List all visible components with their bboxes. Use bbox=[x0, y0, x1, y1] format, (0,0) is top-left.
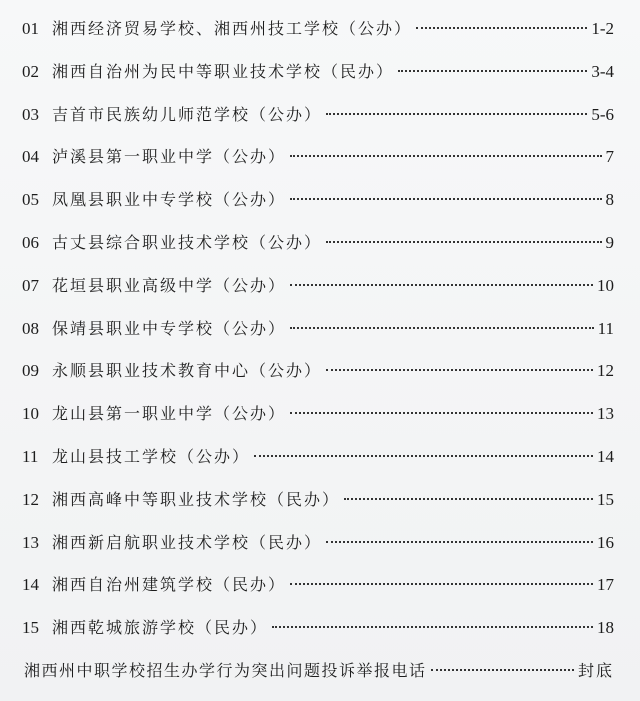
toc-entry-title: 古丈县综合职业技术学校（公办） bbox=[52, 232, 323, 252]
toc-leader-dots bbox=[326, 241, 601, 243]
toc-entry-number: 02 bbox=[22, 61, 39, 81]
toc-entry bbox=[22, 308, 614, 351]
toc-entry-page: 14 bbox=[597, 446, 614, 466]
toc-entry bbox=[22, 436, 614, 479]
toc-entry bbox=[22, 51, 614, 94]
toc-entry-page: 12 bbox=[597, 361, 614, 381]
toc-entry-title: 龙山县技工学校（公办） bbox=[52, 446, 251, 466]
toc-entry-page: 16 bbox=[597, 532, 614, 552]
toc-leader-dots bbox=[290, 198, 601, 200]
toc-entry-number: 12 bbox=[22, 489, 39, 509]
toc-entry bbox=[22, 607, 614, 650]
toc-entry-title: 湘西经济贸易学校、湘西州技工学校（公办） bbox=[52, 19, 413, 38]
toc-leader-dots bbox=[326, 113, 587, 115]
toc-entry-title: 永顺县职业技术教育中心（公办） bbox=[52, 361, 323, 381]
toc-entry-page: 11 bbox=[597, 318, 614, 338]
toc-entry-title: 湘西自治州为民中等职业技术学校（民办） bbox=[52, 61, 395, 81]
toc-entry-page: 10 bbox=[597, 275, 614, 295]
toc-entry-title: 湘西自治州建筑学校（民办） bbox=[52, 575, 287, 595]
toc-entry-number: 07 bbox=[22, 275, 39, 295]
toc-entry-number: 11 bbox=[22, 446, 39, 466]
toc-entry bbox=[22, 179, 614, 222]
toc-entry bbox=[22, 393, 614, 436]
toc-entry-title: 湘西乾城旅游学校（民办） bbox=[52, 618, 269, 638]
toc-entry-number: 04 bbox=[22, 147, 39, 167]
toc-entry-page: 5-6 bbox=[591, 104, 614, 124]
toc-entry-page: 13 bbox=[597, 404, 614, 424]
toc-footer-page: 封底 bbox=[577, 660, 614, 680]
toc-list bbox=[22, 8, 614, 650]
toc-leader-dots bbox=[272, 626, 593, 628]
toc-entry bbox=[22, 94, 614, 137]
toc-entry-page: 18 bbox=[597, 618, 614, 638]
toc-entry-title: 花垣县职业高级中学（公办） bbox=[52, 275, 287, 295]
toc-footer-entry bbox=[24, 650, 614, 692]
toc-entry-title: 湘西高峰中等职业技术学校（民办） bbox=[52, 489, 341, 509]
toc-entry-title: 湘西新启航职业技术学校（民办） bbox=[52, 532, 323, 552]
toc-entry-page: 9 bbox=[605, 232, 614, 252]
toc-entry-page: 7 bbox=[605, 147, 614, 167]
toc-leader-dots bbox=[290, 155, 601, 157]
toc-leader-dots bbox=[254, 455, 593, 457]
toc-entry bbox=[22, 564, 614, 607]
toc-leader-dots bbox=[344, 498, 593, 500]
toc-entry-title: 保靖县职业中专学校（公办） bbox=[52, 318, 287, 338]
toc-footer-title: 湘西州中职学校招生办学行为突出问题投诉举报电话 bbox=[24, 660, 427, 680]
toc-entry-number: 13 bbox=[22, 532, 39, 552]
toc-leader-dots bbox=[431, 669, 574, 671]
toc-entry bbox=[22, 522, 614, 565]
toc-leader-dots bbox=[290, 327, 594, 329]
toc-entry-number: 05 bbox=[22, 190, 39, 210]
toc-leader-dots bbox=[290, 412, 593, 414]
toc-leader-dots bbox=[398, 70, 587, 72]
toc-entry bbox=[22, 8, 614, 51]
toc-entry-number: 14 bbox=[22, 575, 39, 595]
toc-entry-page: 1-2 bbox=[591, 19, 614, 38]
toc-entry-page: 8 bbox=[605, 190, 614, 210]
toc-entry-page: 15 bbox=[597, 489, 614, 509]
toc-entry bbox=[22, 479, 614, 522]
toc-entry-page: 3-4 bbox=[591, 61, 614, 81]
toc-entry-number: 08 bbox=[22, 318, 39, 338]
toc-leader-dots bbox=[290, 284, 593, 286]
toc-leader-dots bbox=[326, 541, 593, 543]
toc-entry bbox=[22, 136, 614, 179]
toc-entry-number: 15 bbox=[22, 618, 39, 638]
toc-entry-number: 03 bbox=[22, 104, 39, 124]
toc-entry bbox=[22, 350, 614, 393]
toc-entry-number: 06 bbox=[22, 232, 39, 252]
toc-leader-dots bbox=[326, 369, 593, 371]
toc-entry-title: 泸溪县第一职业中学（公办） bbox=[52, 147, 287, 167]
toc-leader-dots bbox=[290, 583, 593, 585]
toc-entry-number: 10 bbox=[22, 404, 39, 424]
toc-entry-page: 17 bbox=[597, 575, 614, 595]
toc-entry-title: 吉首市民族幼儿师范学校（公办） bbox=[52, 104, 323, 124]
toc-entry bbox=[22, 222, 614, 265]
toc-entry-title: 凤凰县职业中专学校（公办） bbox=[52, 190, 287, 210]
toc-entry-title: 龙山县第一职业中学（公办） bbox=[52, 404, 287, 424]
toc-entry-number: 01 bbox=[22, 19, 39, 38]
toc-leader-dots bbox=[416, 27, 587, 29]
toc-entry-number: 09 bbox=[22, 361, 39, 381]
toc-entry bbox=[22, 265, 614, 308]
